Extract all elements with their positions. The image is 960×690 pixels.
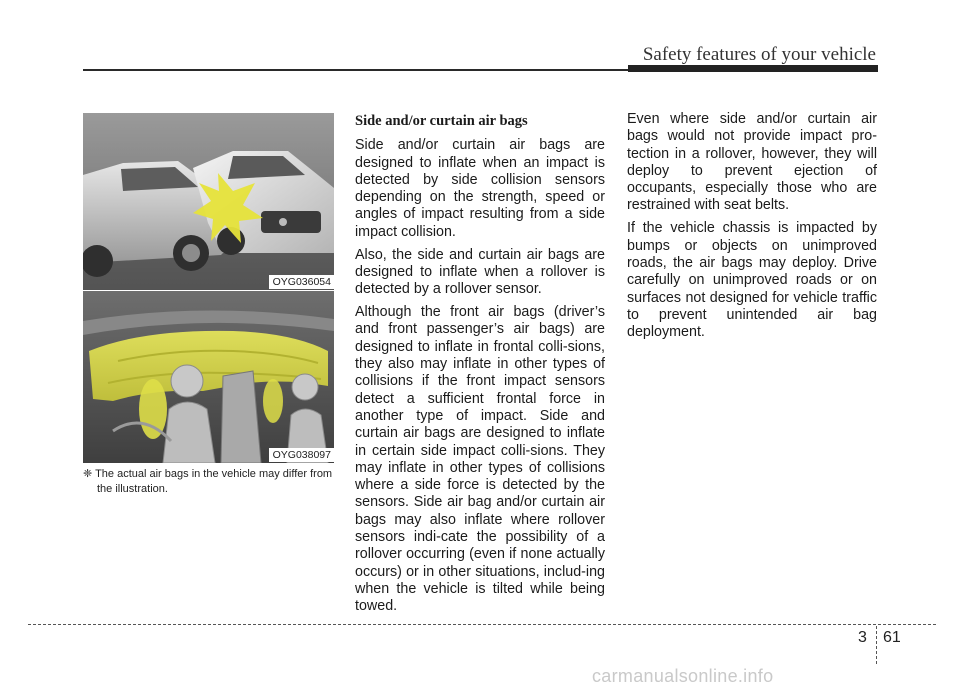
- figure-code: OYG038097: [269, 448, 334, 462]
- section-heading: Side and/or curtain air bags: [355, 113, 528, 129]
- figure-caption: [83, 467, 338, 497]
- side-impact-figure: [83, 113, 334, 290]
- body-paragraph: Even where side and/or curtain air bags would not provide impact pro-tection in a rollover, however, they will deploy to prevent ejection of occupants, especially those who are restrained with seat belts.: [627, 111, 877, 214]
- header-rule-bar: [628, 65, 878, 72]
- body-paragraph: Although the front air bags (driver’s and front passenger’s air bags) are designed to inflate in frontal colli-sions, they also may inflate in other types of collisions if the front impact sensors detect a sufficient frontal force in another type of impact. Side and curtain air bags are designed to inflate in certain side impact colli-sions. They may inflate in other types of collisions where a side force is detected by the sensors. Side air bag and/or curtain air bags may also inflate where rollover sensors indi-cate the possibility of a rollover occurring (even if none actually occurs) or in other situations, includ-ing when the vehicle is tilted while being towed.: [355, 304, 605, 615]
- section-header-title: Safety features of your vehicle: [642, 44, 876, 65]
- side-impact-illustration: [83, 113, 334, 290]
- body-paragraph: Also, the side and curtain air bags are designed to inflate when a rollover is detected by a rollover sensor.: [355, 246, 605, 298]
- page-number-separator: [876, 626, 877, 664]
- body-paragraph: If the vehicle chassis is impacted by bumps or objects on unimproved roads, the air bags may deploy. Drive carefully on unimproved roads or on surfaces not designed for vehicle traffic to prevent unintended air bag deployment.: [627, 220, 877, 341]
- watermark: carmanualsonline.info: [592, 666, 774, 686]
- header-rule: [83, 69, 628, 71]
- footer-rule: [28, 624, 936, 625]
- figure-code: OYG036054: [269, 275, 334, 289]
- chapter-number: 3: [858, 629, 867, 646]
- text-column-right: [627, 111, 877, 347]
- curtain-airbag-figure: [83, 291, 334, 463]
- page-number: 61: [883, 629, 901, 646]
- curtain-airbag-illustration: [83, 291, 334, 463]
- body-paragraph: Side and/or curtain air bags are designed to inflate when an impact is detected by side collision sensors depending on the strength, speed or angles of impact resulting from a side impact collision.: [355, 137, 605, 240]
- text-column-middle: [355, 111, 605, 621]
- caption-text: The actual air bags in the vehicle may differ from the illustration.: [95, 468, 333, 495]
- caption-marker-icon: ❈: [83, 468, 93, 480]
